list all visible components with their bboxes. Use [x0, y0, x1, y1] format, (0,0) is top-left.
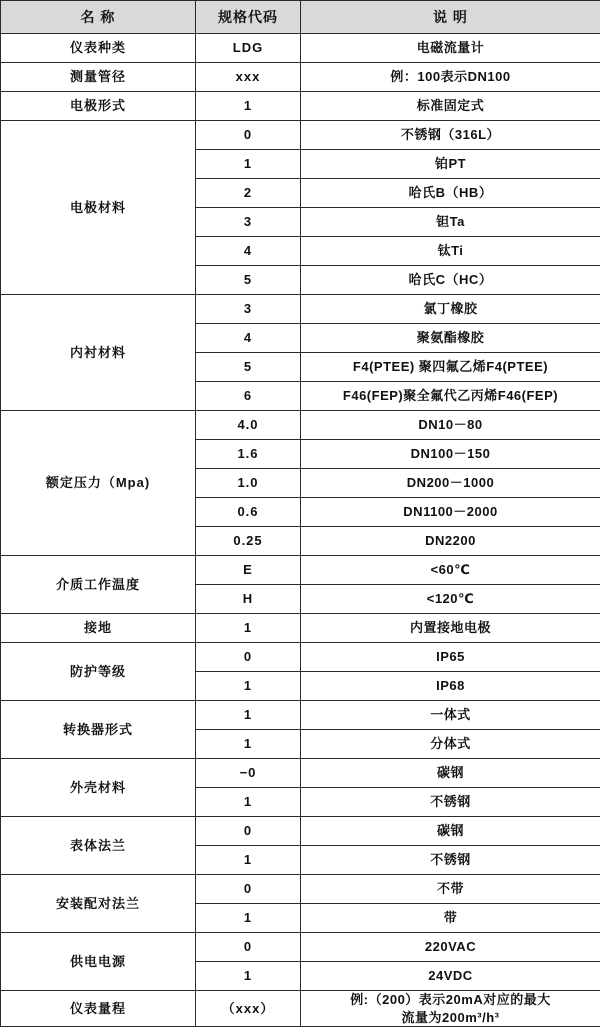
spec-code-cell: 0: [196, 643, 301, 672]
table-row: [1, 63, 600, 92]
spec-code-cell: 0.6: [196, 498, 301, 527]
spec-description-cell: 带: [301, 904, 600, 933]
table-row: [1, 701, 600, 730]
row-name-cell: 仪表量程: [1, 991, 196, 1027]
spec-description-cell: 氯丁橡胶: [301, 295, 600, 324]
spec-description-cell: 铂PT: [301, 150, 600, 179]
spec-code-cell: 2: [196, 179, 301, 208]
spec-code-cell: 4: [196, 324, 301, 353]
spec-code-cell: 1: [196, 92, 301, 121]
spec-description-cell: DN200－1000: [301, 469, 600, 498]
table-row: [1, 295, 600, 324]
spec-description-cell: 不锈钢（316L）: [301, 121, 600, 150]
spec-description-cell: 不锈钢: [301, 846, 600, 875]
spec-description-cell: 例：100表示DN100: [301, 63, 600, 92]
table-row: [1, 817, 600, 846]
spec-description-cell: 碳钢: [301, 817, 600, 846]
spec-code-cell: 1.6: [196, 440, 301, 469]
spec-description-cell: IP65: [301, 643, 600, 672]
spec-code-cell: 1: [196, 701, 301, 730]
spec-description-cell: 电磁流量计: [301, 34, 600, 63]
table-row: [1, 643, 600, 672]
spec-code-cell: 3: [196, 208, 301, 237]
column-header-description: 说 明: [301, 1, 600, 34]
row-name-cell: 电极形式: [1, 92, 196, 121]
spec-code-cell: 5: [196, 353, 301, 382]
table-row: [1, 34, 600, 63]
table-row: [1, 933, 600, 962]
spec-description-cell: 钽Ta: [301, 208, 600, 237]
row-name-cell: 安装配对法兰: [1, 875, 196, 933]
spec-description-cell: F46(FEP)聚全氟代乙丙烯F46(FEP): [301, 382, 600, 411]
spec-description-cell: 24VDC: [301, 962, 600, 991]
spec-code-cell: E: [196, 556, 301, 585]
spec-code-cell: 3: [196, 295, 301, 324]
row-name-cell: 接地: [1, 614, 196, 643]
spec-description-cell: DN2200: [301, 527, 600, 556]
column-header-name: 名 称: [1, 1, 196, 34]
spec-description-cell: <120℃: [301, 585, 600, 614]
table-row: [1, 121, 600, 150]
table-row: [1, 875, 600, 904]
spec-description-cell: DN1100－2000: [301, 498, 600, 527]
spec-code-cell: 0: [196, 875, 301, 904]
table-row: [1, 556, 600, 585]
spec-code-cell: 0: [196, 121, 301, 150]
spec-description-cell: DN100－150: [301, 440, 600, 469]
spec-description-cell: <60℃: [301, 556, 600, 585]
spec-description-cell: 内置接地电极: [301, 614, 600, 643]
row-name-cell: 防护等级: [1, 643, 196, 701]
spec-description-cell: 哈氏C（HC）: [301, 266, 600, 295]
table-header-row: [1, 1, 600, 34]
spec-description-cell: DN10－80: [301, 411, 600, 440]
spec-code-cell: 1.0: [196, 469, 301, 498]
column-header-code: 规格代码: [196, 1, 301, 34]
spec-description-cell: 标准固定式: [301, 92, 600, 121]
spec-description-cell: 钛Ti: [301, 237, 600, 266]
spec-description-cell: 不带: [301, 875, 600, 904]
spec-code-cell: xxx: [196, 63, 301, 92]
table-body: [1, 34, 600, 1027]
spec-description-cell: 聚氨酯橡胶: [301, 324, 600, 353]
spec-code-cell: LDG: [196, 34, 301, 63]
spec-description-cell: IP68: [301, 672, 600, 701]
spec-code-cell: 4.0: [196, 411, 301, 440]
spec-code-cell: （xxx）: [196, 991, 301, 1027]
spec-description-cell: F4(PTEE) 聚四氟乙烯F4(PTEE): [301, 353, 600, 382]
spec-code-cell: −0: [196, 759, 301, 788]
spec-code-cell: 1: [196, 962, 301, 991]
spec-code-cell: 1: [196, 150, 301, 179]
description-line: 流量为200m³/h³: [301, 1009, 600, 1027]
row-name-cell: 供电电源: [1, 933, 196, 991]
spec-code-cell: H: [196, 585, 301, 614]
spec-code-cell: 1: [196, 846, 301, 875]
spec-code-cell: 6: [196, 382, 301, 411]
spec-description-cell: 一体式: [301, 701, 600, 730]
table-row: [1, 991, 600, 1027]
spec-code-cell: 0: [196, 817, 301, 846]
spec-code-cell: 1: [196, 614, 301, 643]
spec-code-cell: 4: [196, 237, 301, 266]
row-name-cell: 额定压力（Mpa): [1, 411, 196, 556]
spec-description-cell: [301, 991, 600, 1027]
table-row: [1, 92, 600, 121]
row-name-cell: 内衬材料: [1, 295, 196, 411]
row-name-cell: 介质工作温度: [1, 556, 196, 614]
spec-code-cell: 5: [196, 266, 301, 295]
table-row: [1, 411, 600, 440]
spec-code-cell: 1: [196, 730, 301, 759]
row-name-cell: 表体法兰: [1, 817, 196, 875]
spec-code-cell: 1: [196, 904, 301, 933]
table-row: [1, 614, 600, 643]
row-name-cell: 外壳材料: [1, 759, 196, 817]
spec-description-cell: 不锈钢: [301, 788, 600, 817]
spec-description-cell: 碳钢: [301, 759, 600, 788]
spec-code-cell: 1: [196, 672, 301, 701]
spec-code-cell: 0.25: [196, 527, 301, 556]
row-name-cell: 仪表种类: [1, 34, 196, 63]
table-row: [1, 759, 600, 788]
row-name-cell: 电极材料: [1, 121, 196, 295]
row-name-cell: 转换器形式: [1, 701, 196, 759]
spec-description-cell: 220VAC: [301, 933, 600, 962]
spec-code-cell: 0: [196, 933, 301, 962]
spec-code-cell: 1: [196, 788, 301, 817]
row-name-cell: 测量管径: [1, 63, 196, 92]
description-line: 例:（200）表示20mA对应的最大: [301, 991, 600, 1009]
spec-description-cell: 哈氏B（HB）: [301, 179, 600, 208]
spec-description-cell: 分体式: [301, 730, 600, 759]
